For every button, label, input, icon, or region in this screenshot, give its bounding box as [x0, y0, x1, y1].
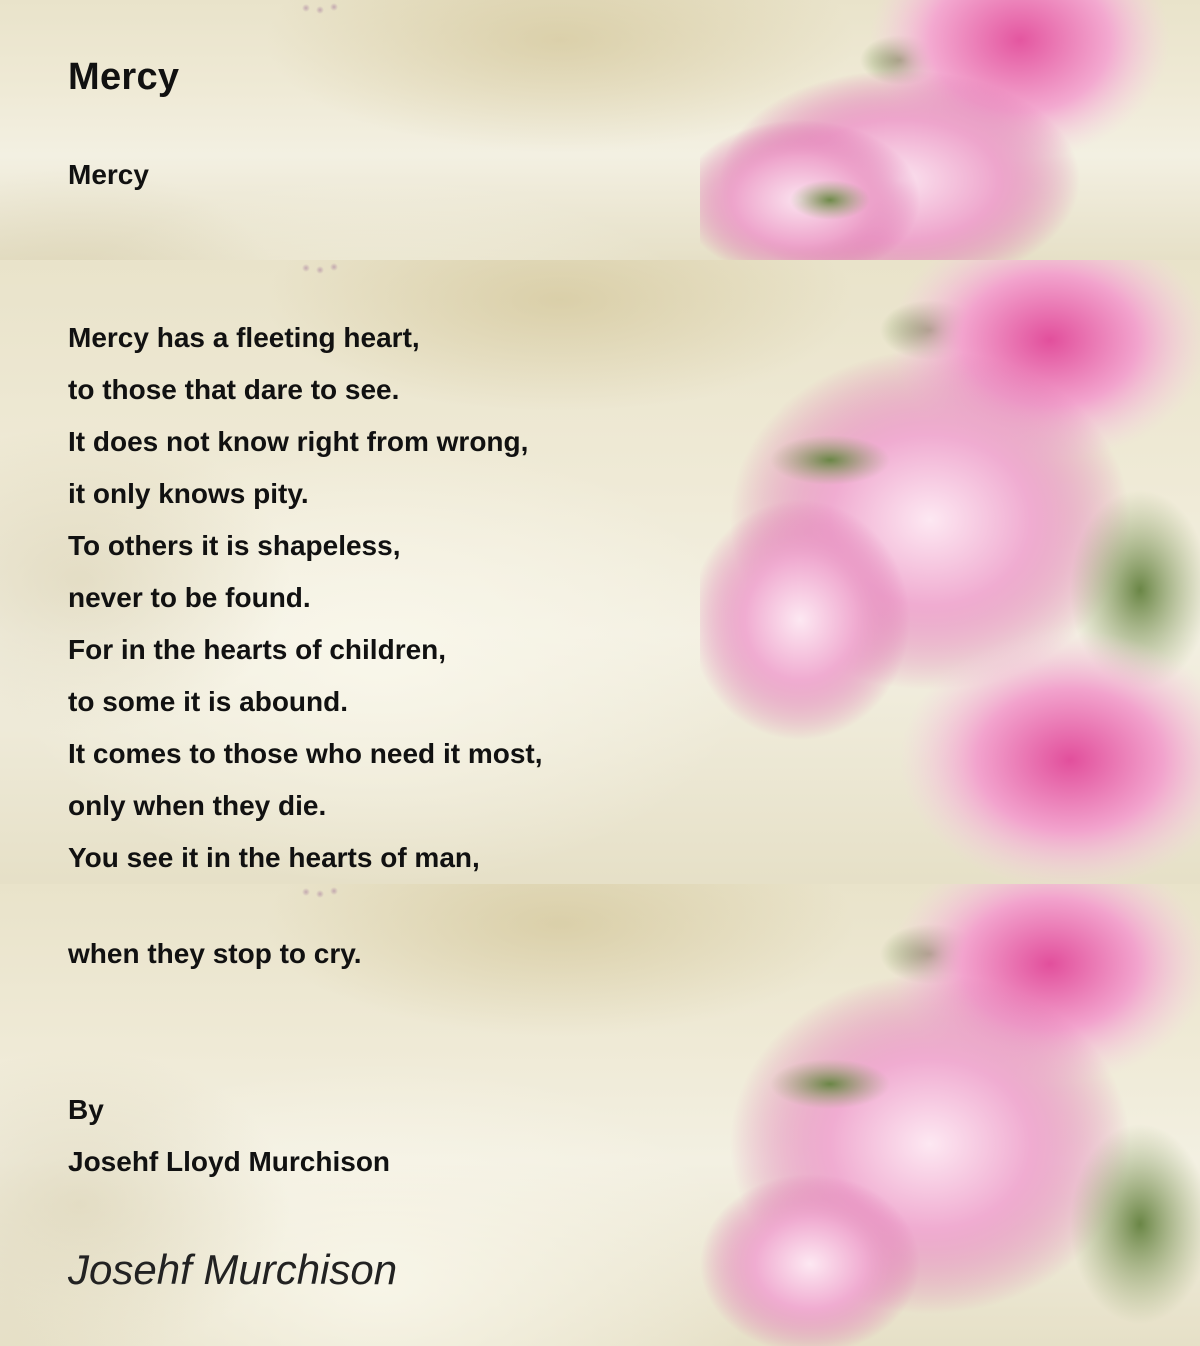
poem-line: to those that dare to see.: [68, 374, 400, 405]
poem-line: to some it is abound.: [68, 686, 349, 717]
byline-panel: [0, 884, 1200, 1346]
byline-label: By: [68, 1094, 104, 1125]
poem-line: never to be found.: [68, 582, 311, 613]
poem-subtitle: Mercy: [68, 159, 149, 190]
poem-line: it only knows pity.: [68, 478, 309, 509]
poem-body: [68, 312, 543, 884]
poem-line: For in the hearts of children,: [68, 634, 447, 665]
author-signature: Josehf Murchison: [68, 1246, 398, 1293]
poem-line: You see it in the hearts of man,: [68, 842, 480, 873]
poem-line: Mercy has a fleeting heart,: [68, 322, 420, 353]
poem-panel: [0, 260, 1200, 884]
poem-line: To others it is shapeless,: [68, 530, 401, 561]
poem-line: It does not know right from wrong,: [68, 426, 529, 457]
poem-line: only when they die.: [68, 790, 327, 821]
author-name: Josehf Lloyd Murchison: [68, 1146, 391, 1177]
title-panel: [0, 0, 1200, 260]
poem-line: when they stop to cry.: [68, 938, 362, 969]
peony-bouquet-image: [700, 260, 1200, 884]
peony-bouquet-image: [700, 884, 1200, 1346]
peony-bouquet-image: [700, 0, 1200, 260]
poem-title: Mercy: [68, 56, 180, 98]
poem-line: It comes to those who need it most,: [68, 738, 543, 769]
